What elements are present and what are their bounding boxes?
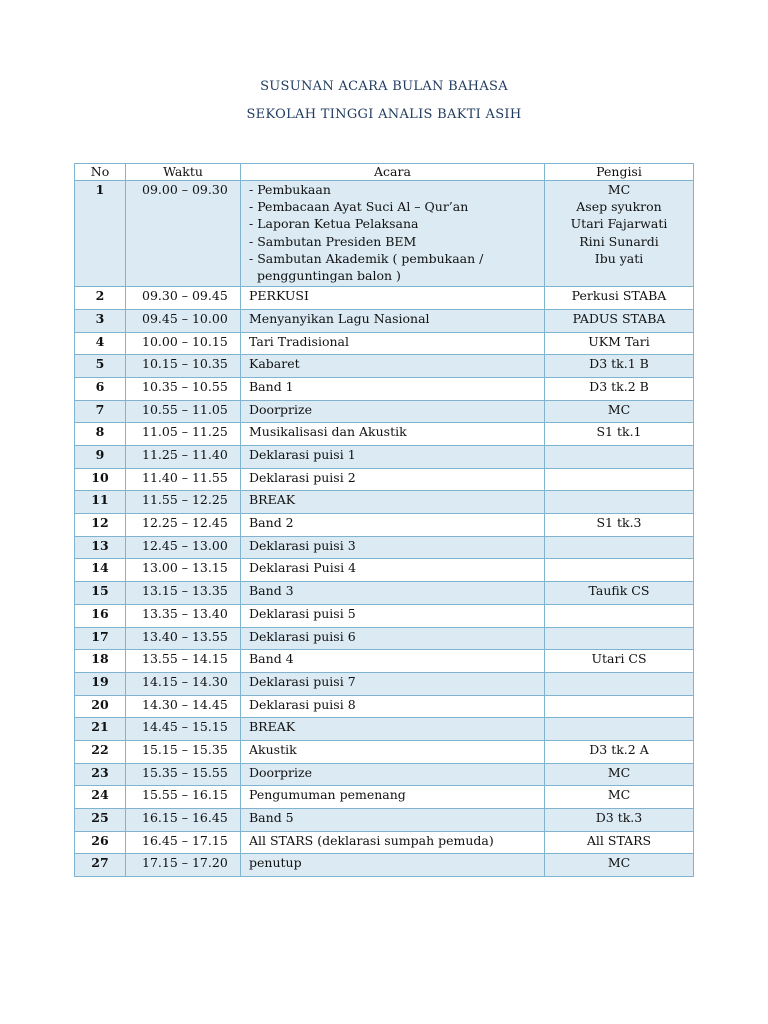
cell-no: 15 (75, 582, 126, 605)
cell-waktu: 12.45 – 13.00 (126, 536, 241, 559)
table-row (75, 809, 694, 832)
table-row (75, 786, 694, 809)
cell-pengisi (545, 468, 694, 491)
cell-no: 19 (75, 672, 126, 695)
cell-pengisi: D3 tk.2 A (545, 740, 694, 763)
cell-acara: Deklarasi puisi 8 (241, 695, 545, 718)
table-row (75, 287, 694, 310)
cell-pengisi (545, 627, 694, 650)
cell-waktu: 11.40 – 11.55 (126, 468, 241, 491)
cell-acara: Band 3 (241, 582, 545, 605)
table-row (75, 332, 694, 355)
cell-waktu: 12.25 – 12.45 (126, 514, 241, 537)
table-row (75, 423, 694, 446)
cell-no: 24 (75, 786, 126, 809)
cell-waktu: 09.45 – 10.00 (126, 309, 241, 332)
acara-line: - Laporan Ketua Pelaksana (249, 216, 419, 232)
cell-pengisi: PADUS STABA (545, 309, 694, 332)
cell-acara: Doorprize (241, 400, 545, 423)
pengisi-line: Asep syukron (576, 199, 662, 215)
cell-no: 17 (75, 627, 126, 650)
cell-waktu: 13.40 – 13.55 (126, 627, 241, 650)
table-row (75, 582, 694, 605)
cell-no: 12 (75, 514, 126, 537)
table-header-row (75, 164, 694, 181)
cell-acara: Tari Tradisional (241, 332, 545, 355)
cell-waktu: 13.55 – 14.15 (126, 650, 241, 673)
pengisi-line: MC (607, 182, 631, 197)
cell-acara: BREAK (241, 718, 545, 741)
cell-pengisi (545, 491, 694, 514)
cell-pengisi: MC (545, 763, 694, 786)
cell-waktu: 11.55 – 12.25 (126, 491, 241, 514)
table-row (75, 763, 694, 786)
cell-pengisi: UKM Tari (545, 332, 694, 355)
cell-acara: Pengumuman pemenang (241, 786, 545, 809)
acara-line: - Pembacaan Ayat Suci Al – Qur’an (249, 199, 469, 215)
table-row (75, 559, 694, 582)
cell-waktu: 09.30 – 09.45 (126, 287, 241, 310)
header-acara: Acara (241, 164, 545, 181)
cell-acara: Deklarasi puisi 6 (241, 627, 545, 650)
cell-waktu: 16.45 – 17.15 (126, 831, 241, 854)
cell-pengisi: MC (545, 400, 694, 423)
header-waktu: Waktu (126, 164, 241, 181)
cell-no: 6 (75, 377, 126, 400)
cell-pengisi: D3 tk.3 (545, 809, 694, 832)
acara-line: - Sambutan Akademik ( pembukaan / (249, 250, 484, 266)
table-row (75, 446, 694, 469)
cell-acara: Deklarasi puisi 3 (241, 536, 545, 559)
cell-acara: Deklarasi puisi 7 (241, 672, 545, 695)
table-row (75, 718, 694, 741)
table-row (75, 377, 694, 400)
table-row (75, 740, 694, 763)
cell-no: 11 (75, 491, 126, 514)
cell-no: 21 (75, 718, 126, 741)
table-row (75, 627, 694, 650)
cell-waktu: 10.35 – 10.55 (126, 377, 241, 400)
cell-no: 26 (75, 831, 126, 854)
cell-no: 7 (75, 400, 126, 423)
acara-line: pengguntingan balon ) (249, 268, 401, 284)
cell-acara: Band 4 (241, 650, 545, 673)
cell-acara: Menyanyikan Lagu Nasional (241, 309, 545, 332)
cell-pengisi (545, 718, 694, 741)
cell-no: 23 (75, 763, 126, 786)
cell-pengisi: MC (545, 786, 694, 809)
cell-no: 18 (75, 650, 126, 673)
header-no: No (75, 164, 126, 181)
cell-acara: Band 2 (241, 514, 545, 537)
table-row (75, 831, 694, 854)
cell-pengisi (545, 672, 694, 695)
cell-waktu: 15.55 – 16.15 (126, 786, 241, 809)
pengisi-line: Ibu yati (594, 250, 644, 266)
cell-acara: Doorprize (241, 763, 545, 786)
cell-pengisi: D3 tk.1 B (545, 355, 694, 378)
cell-no: 25 (75, 809, 126, 832)
cell-acara: Deklarasi puisi 5 (241, 604, 545, 627)
pengisi-line: Utari Fajarwati (570, 216, 668, 232)
table-row (75, 854, 694, 877)
cell-no: 8 (75, 423, 126, 446)
cell-no: 27 (75, 854, 126, 877)
cell-waktu: 10.55 – 11.05 (126, 400, 241, 423)
document-title: SUSUNAN ACARA BULAN BAHASA (260, 79, 508, 94)
cell-acara: All STARS (deklarasi sumpah pemuda) (241, 831, 545, 854)
cell-no: 16 (75, 604, 126, 627)
table-row (75, 536, 694, 559)
cell-pengisi (545, 536, 694, 559)
cell-waktu: 15.15 – 15.35 (126, 740, 241, 763)
cell-waktu: 13.00 – 13.15 (126, 559, 241, 582)
cell-acara: Musikalisasi dan Akustik (241, 423, 545, 446)
cell-waktu: 10.00 – 10.15 (126, 332, 241, 355)
cell-waktu: 14.30 – 14.45 (126, 695, 241, 718)
cell-pengisi: Perkusi STABA (545, 287, 694, 310)
cell-no: 10 (75, 468, 126, 491)
document-subtitle: SEKOLAH TINGGI ANALIS BAKTI ASIH (246, 107, 522, 122)
cell-waktu: 11.05 – 11.25 (126, 423, 241, 446)
cell-waktu: 13.15 – 13.35 (126, 582, 241, 605)
header-pengisi: Pengisi (545, 164, 694, 181)
table-row (75, 650, 694, 673)
cell-waktu: 14.45 – 15.15 (126, 718, 241, 741)
cell-acara: penutup (241, 854, 545, 877)
acara-line: - Sambutan Presiden BEM (249, 233, 417, 249)
table-row (75, 309, 694, 332)
cell-acara (241, 181, 545, 287)
cell-waktu: 17.15 – 17.20 (126, 854, 241, 877)
cell-pengisi: All STARS (545, 831, 694, 854)
cell-no: 1 (75, 181, 126, 287)
cell-no: 4 (75, 332, 126, 355)
cell-acara: PERKUSI (241, 287, 545, 310)
cell-acara: Band 5 (241, 809, 545, 832)
cell-pengisi: D3 tk.2 B (545, 377, 694, 400)
cell-waktu: 13.35 – 13.40 (126, 604, 241, 627)
cell-waktu: 11.25 – 11.40 (126, 446, 241, 469)
cell-pengisi: Taufik CS (545, 582, 694, 605)
cell-no: 5 (75, 355, 126, 378)
cell-acara: BREAK (241, 491, 545, 514)
cell-pengisi: Utari CS (545, 650, 694, 673)
cell-no: 14 (75, 559, 126, 582)
table-row (75, 181, 694, 287)
cell-pengisi: S1 tk.1 (545, 423, 694, 446)
cell-no: 13 (75, 536, 126, 559)
table-row (75, 672, 694, 695)
cell-no: 3 (75, 309, 126, 332)
table-row (75, 491, 694, 514)
cell-acara: Deklarasi Puisi 4 (241, 559, 545, 582)
cell-pengisi (545, 181, 694, 287)
table-row (75, 514, 694, 537)
cell-waktu: 09.00 – 09.30 (126, 181, 241, 287)
schedule-table (74, 163, 694, 877)
table-row (75, 468, 694, 491)
cell-pengisi (545, 695, 694, 718)
cell-pengisi: MC (545, 854, 694, 877)
table-row (75, 355, 694, 378)
cell-pengisi (545, 604, 694, 627)
cell-pengisi (545, 559, 694, 582)
acara-line: - Pembukaan (249, 182, 331, 197)
cell-waktu: 16.15 – 16.45 (126, 809, 241, 832)
table-row (75, 400, 694, 423)
cell-pengisi: S1 tk.3 (545, 514, 694, 537)
cell-waktu: 14.15 – 14.30 (126, 672, 241, 695)
table-row (75, 604, 694, 627)
cell-waktu: 15.35 – 15.55 (126, 763, 241, 786)
cell-acara: Akustik (241, 740, 545, 763)
cell-no: 2 (75, 287, 126, 310)
cell-no: 20 (75, 695, 126, 718)
cell-acara: Deklarasi puisi 1 (241, 446, 545, 469)
cell-no: 22 (75, 740, 126, 763)
pengisi-line: Rini Sunardi (579, 233, 659, 249)
cell-pengisi (545, 446, 694, 469)
cell-waktu: 10.15 – 10.35 (126, 355, 241, 378)
cell-acara: Deklarasi puisi 2 (241, 468, 545, 491)
cell-no: 9 (75, 446, 126, 469)
cell-acara: Band 1 (241, 377, 545, 400)
cell-acara: Kabaret (241, 355, 545, 378)
table-row (75, 695, 694, 718)
